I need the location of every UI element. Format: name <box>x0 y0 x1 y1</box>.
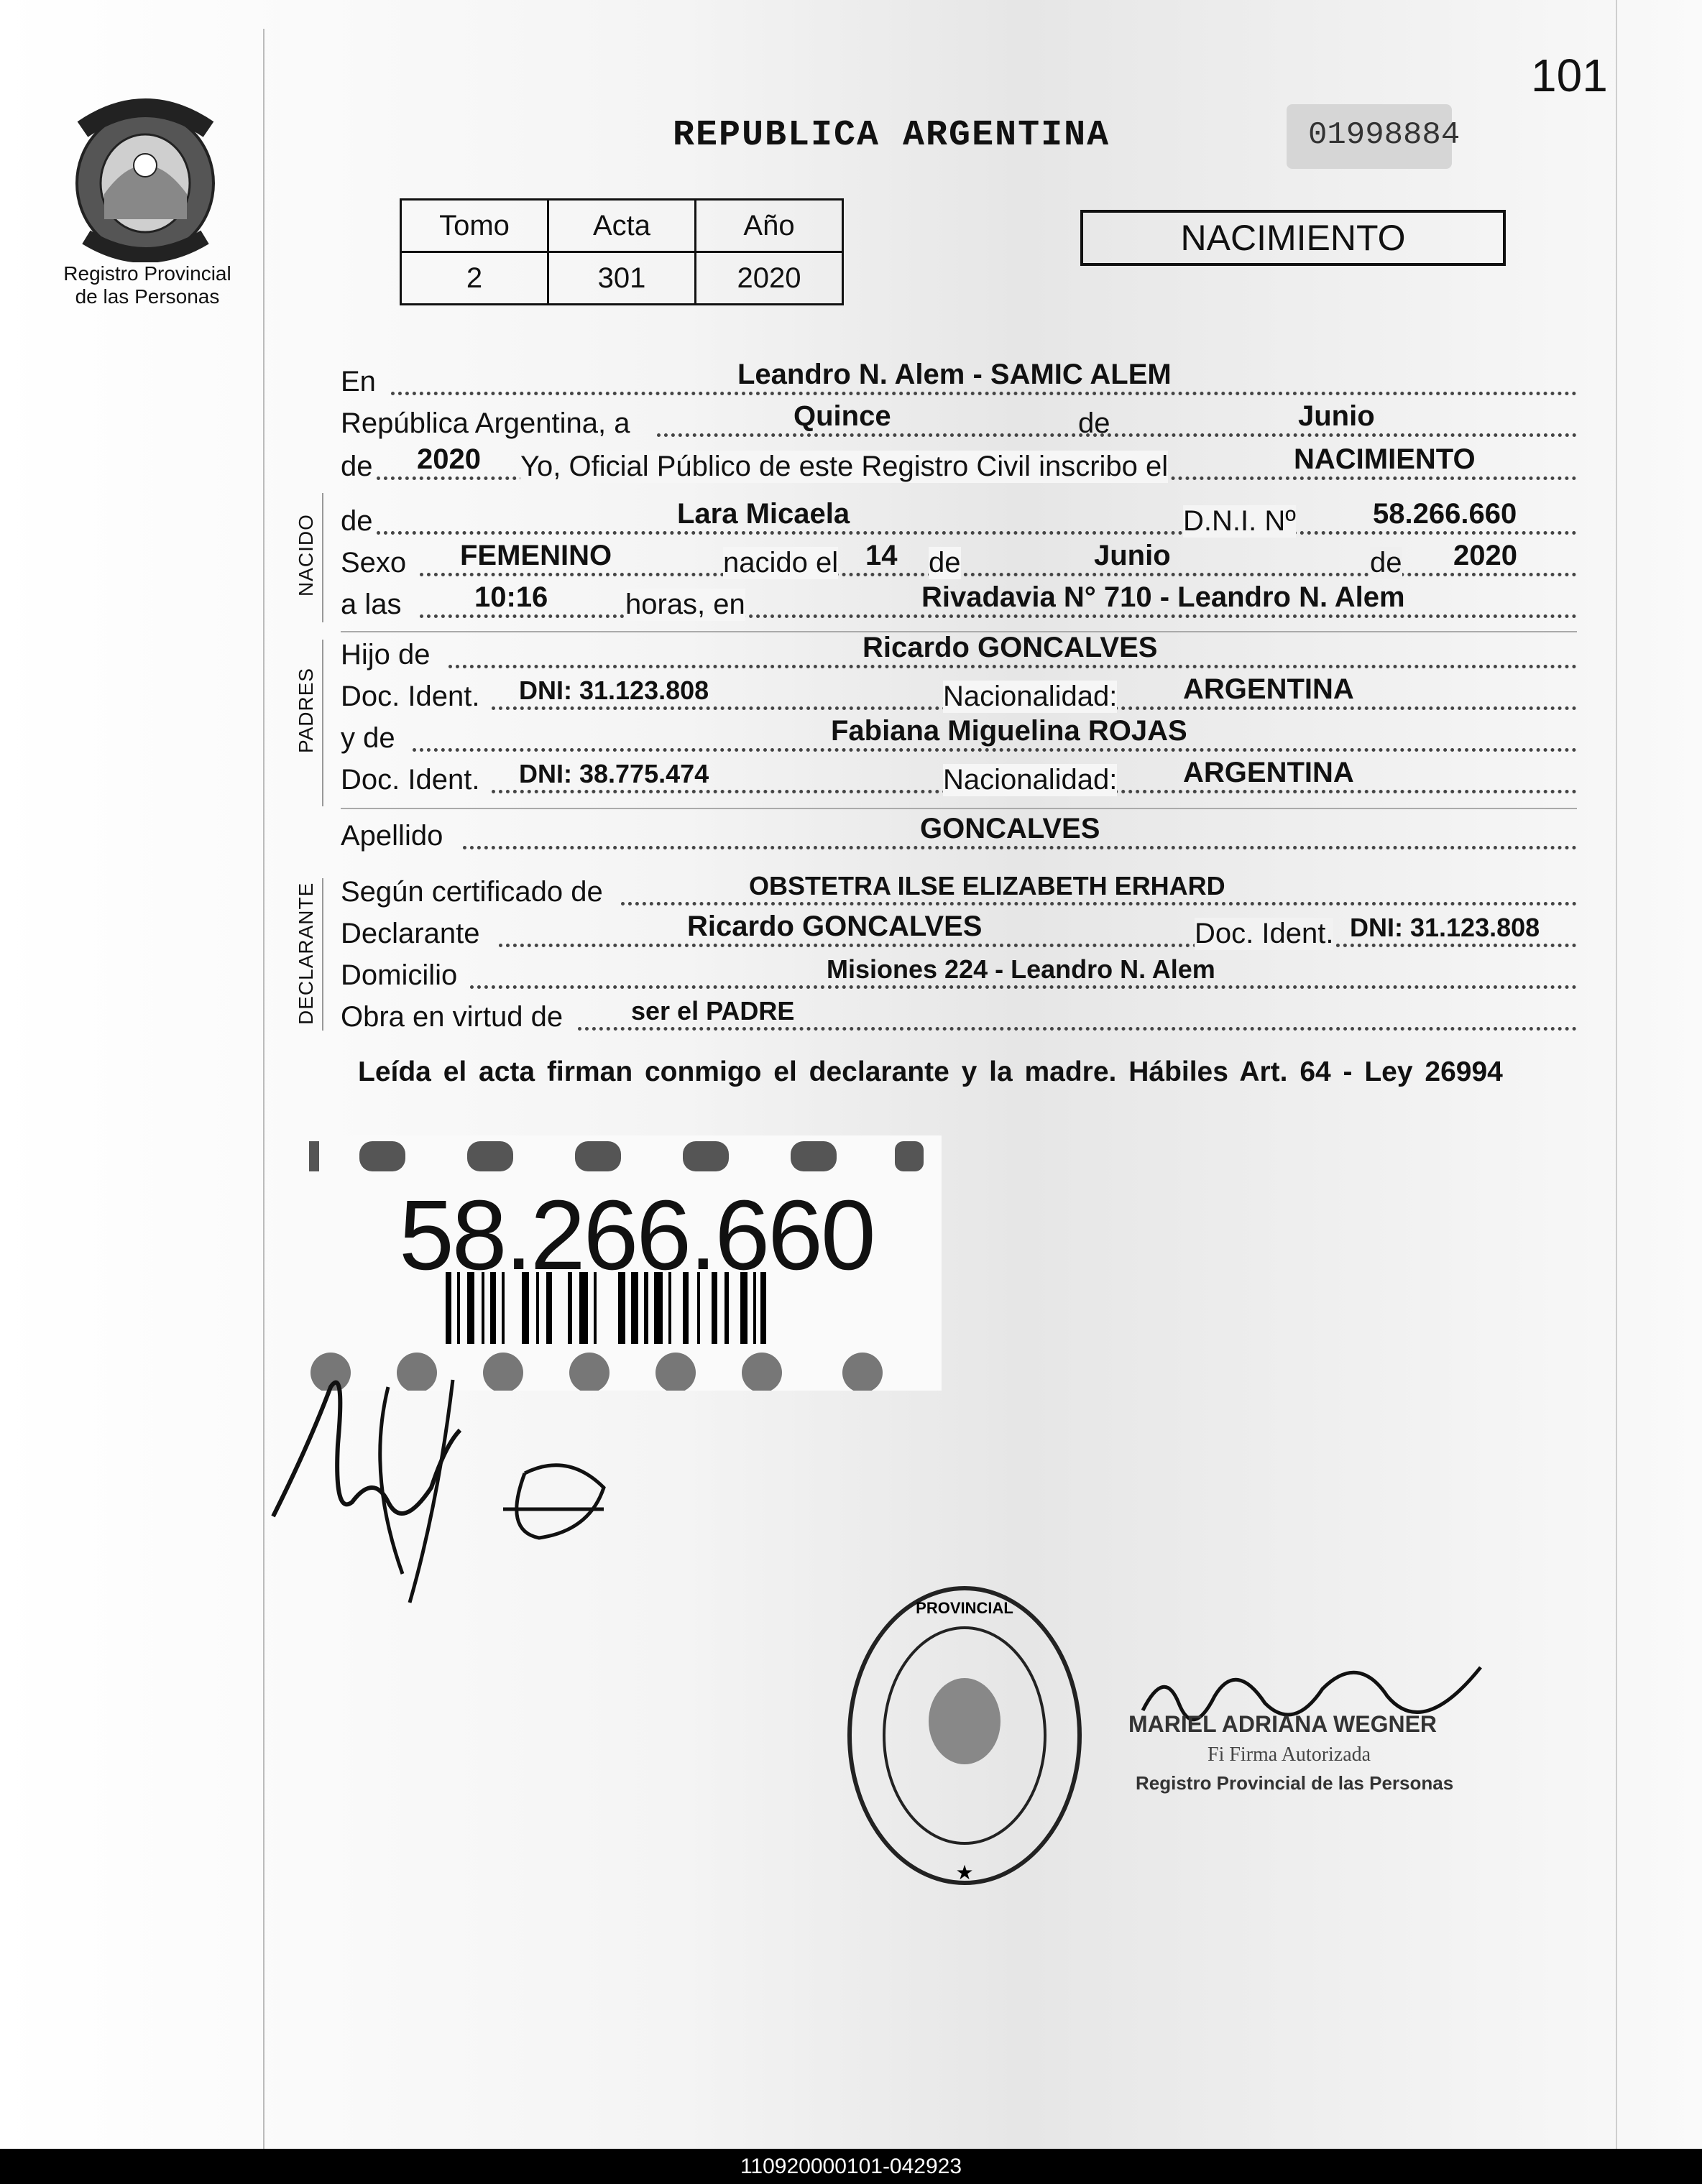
table-value-anio: 2020 <box>696 252 843 305</box>
label-de-mes-nac: de <box>929 547 961 579</box>
emblem-caption <box>29 262 266 308</box>
value-padre-doc: DNI: 31.123.808 <box>519 676 709 705</box>
row-hora <box>341 582 1577 622</box>
row-madre <box>341 716 1577 756</box>
label-hijo-de: Hijo de <box>341 639 431 671</box>
label-nacionalidad-padre: Nacionalidad: <box>943 681 1118 712</box>
official-signature-stamp-icon <box>1121 1653 1524 1800</box>
value-obra: ser el PADRE <box>631 996 795 1026</box>
label-a-las: a las <box>341 589 402 620</box>
value-apellido: GONCALVES <box>920 813 1100 844</box>
label-nacionalidad-madre: Nacionalidad: <box>943 764 1118 796</box>
serial-number-box <box>1287 104 1460 169</box>
table-header-acta: Acta <box>548 200 696 252</box>
label-de-nombre: de <box>341 505 373 537</box>
svg-text:Fi Firma Autorizada: Fi Firma Autorizada <box>1208 1743 1371 1766</box>
row-certificado <box>341 870 1577 910</box>
value-mes: Junio <box>1298 400 1375 432</box>
table-header-tomo: Tomo <box>401 200 548 252</box>
label-en: En <box>341 366 376 397</box>
svg-text:★: ★ <box>955 1861 974 1884</box>
row-nombre <box>341 499 1577 539</box>
label-de-anio-nac: de <box>1370 547 1402 579</box>
label-y-de: y de <box>341 722 395 754</box>
row-obra <box>341 995 1577 1035</box>
value-anio-nac: 2020 <box>1453 540 1517 571</box>
label-doc-ident-padre: Doc. Ident. <box>341 681 480 712</box>
label-republica: República Argentina, a <box>341 407 630 439</box>
svg-text:Registro Provincial de las Per: Registro Provincial de las Personas <box>1136 1772 1454 1794</box>
page-number: 101 <box>1531 50 1608 101</box>
value-lugar: Leandro N. Alem - SAMIC ALEM <box>737 359 1172 390</box>
label-domicilio: Domicilio <box>341 959 458 991</box>
value-certificado: OBSTETRA ILSE ELIZABETH ERHARD <box>749 871 1225 900</box>
label-segun: Según certificado de <box>341 876 603 908</box>
value-domicilio: Misiones 224 - Leandro N. Alem <box>827 954 1215 984</box>
value-declarante-doc: DNI: 31.123.808 <box>1350 913 1540 942</box>
svg-text:PROVINCIAL: PROVINCIAL <box>916 1599 1013 1617</box>
label-doc-ident-madre: Doc. Ident. <box>341 764 480 796</box>
row-declarante <box>341 911 1577 952</box>
section-bar-declarante <box>322 878 323 1031</box>
label-sexo: Sexo <box>341 547 407 579</box>
value-dia-nac: 14 <box>865 540 898 571</box>
row-padre-doc <box>341 674 1577 714</box>
row-madre-doc <box>341 757 1577 798</box>
value-mes-nac: Junio <box>1094 540 1171 571</box>
label-de-mes: de <box>1078 407 1110 439</box>
svg-text:MARIEL ADRIANA WEGNER: MARIEL ADRIANA WEGNER <box>1128 1711 1438 1737</box>
value-tipo: NACIMIENTO <box>1294 443 1476 475</box>
row-lugar <box>341 359 1577 400</box>
table-value-tomo: 2 <box>401 252 548 305</box>
right-margin-line <box>1616 0 1617 2149</box>
value-madre-doc: DNI: 38.775.474 <box>519 759 709 788</box>
value-hora: 10:16 <box>474 581 548 613</box>
footer-code: 110920000101-042923 <box>0 2149 1702 2184</box>
value-dia-texto: Quince <box>794 400 891 432</box>
document-title: REPUBLICA ARGENTINA <box>673 115 1110 156</box>
value-declarante: Ricardo GONCALVES <box>687 911 983 942</box>
label-doc-ident-declarante: Doc. Ident. <box>1195 918 1334 949</box>
value-madre: Fabiana Miguelina ROJAS <box>831 715 1187 747</box>
label-oficial: Yo, Oficial Público de este Registro Civil inscribo el <box>520 451 1169 482</box>
barcode-number: 58.266.660 <box>399 1180 874 1291</box>
side-label-declarante: DECLARANTE <box>295 882 317 1025</box>
table-value-acta: 301 <box>548 252 696 305</box>
value-anio: 2020 <box>417 443 481 475</box>
value-nombre: Lara Micaela <box>677 498 850 530</box>
row-domicilio <box>341 953 1577 993</box>
serial-number: 01998884 <box>1308 117 1460 153</box>
row-sexo <box>341 540 1577 581</box>
emblem-caption-line1: Registro Provincial <box>63 262 231 285</box>
label-dni: D.N.I. Nº <box>1183 505 1296 537</box>
registry-table <box>400 198 844 305</box>
label-de-anio: de <box>341 451 373 482</box>
value-madre-nac: ARGENTINA <box>1183 757 1354 788</box>
side-label-padres: PADRES <box>295 667 317 753</box>
value-dni: 58.266.660 <box>1373 498 1517 530</box>
section-bar-nacido <box>322 493 323 622</box>
label-nacido-el: nacido el <box>723 547 839 579</box>
label-horas-en: horas, en <box>625 589 745 620</box>
row-fecha <box>341 401 1577 441</box>
value-lugar-nac: Rivadavia N° 710 - Leandro N. Alem <box>921 581 1405 613</box>
misiones-emblem-icon <box>68 93 223 262</box>
label-obra: Obra en virtud de <box>341 1001 564 1033</box>
separator <box>341 808 1577 809</box>
row-inscripcion <box>341 444 1577 484</box>
signatures-handwritten-icon <box>266 1358 640 1621</box>
label-apellido: Apellido <box>341 820 443 852</box>
value-padre-nac: ARGENTINA <box>1183 673 1354 705</box>
delegation-oval-stamp-icon <box>842 1577 1087 1897</box>
row-padre <box>341 632 1577 673</box>
record-type-box: NACIMIENTO <box>1080 210 1506 266</box>
value-sexo: FEMENINO <box>460 540 612 571</box>
label-declarante: Declarante <box>341 918 480 949</box>
left-margin-line <box>263 29 264 2149</box>
closing-note: Leída el acta firman conmigo el declarante y la madre. Hábiles Art. 64 - Ley 26994 <box>358 1056 1503 1087</box>
value-padre: Ricardo GONCALVES <box>862 632 1158 663</box>
row-apellido <box>341 814 1577 854</box>
section-bar-padres <box>322 640 323 806</box>
table-header-anio: Año <box>696 200 843 252</box>
registry-table-value-row <box>401 252 843 305</box>
emblem-caption-line2: de las Personas <box>75 285 220 308</box>
side-label-nacido: NACIDO <box>295 514 317 596</box>
registry-table-header-row <box>401 200 843 252</box>
